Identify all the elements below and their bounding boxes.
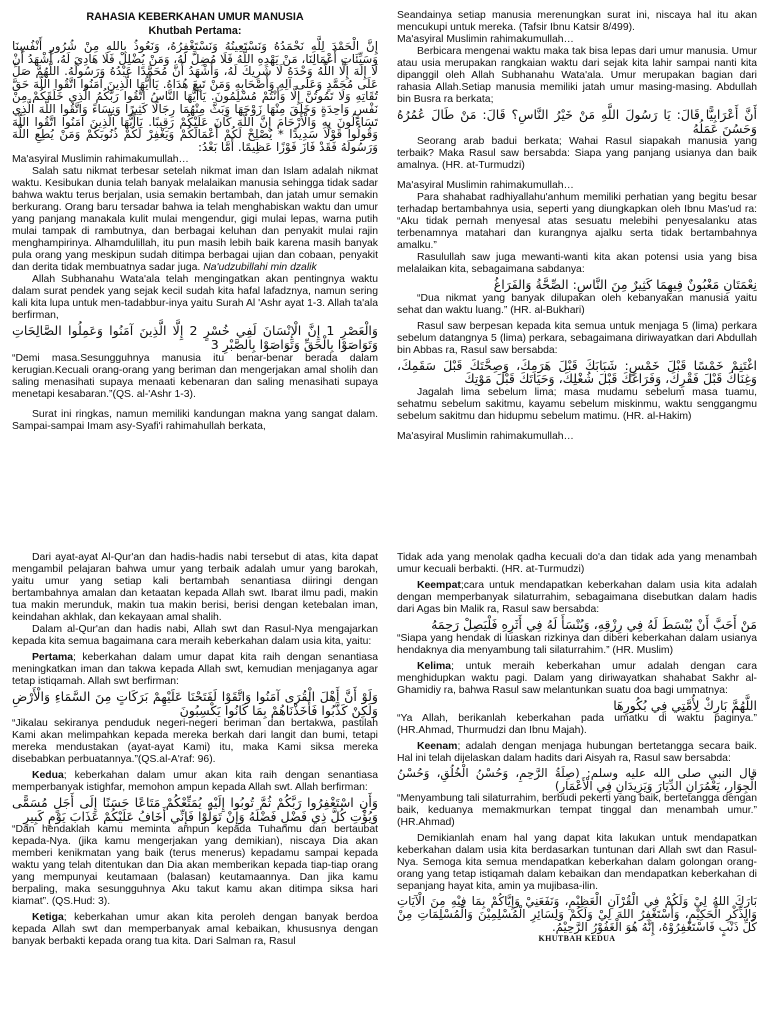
paragraph: “Demi masa.Sesungguhnya manusia itu benar-benar berada dalam kerugian.Kecuali orang-orang yang beriman dan mengerjakan amal sholih dan saling menasihati supaya menaati kebenaran dan saling menasihati supaya menetapi kesabaran.”(QS. al-'Ashr 1-3). [12, 352, 378, 400]
arabic-verse: اللَّهُمَّ بَارِكْ لِأُمَّتِي فِي بُكُورِهَا [613, 697, 757, 713]
paragraph: “Dan hendaklah kamu meminta ampun kepada Tuhanmu dan bertaubat kepada-Nya. (jika kamu mengerjakan yang demikian), niscaya Dia akan memberi kenikmatan yang baik (terus menerus) kepadamu sampai kepada waktu yang telah ditentukan dan Dia akan memberikan kepada tiap-tiap orang yang mempunyai keutamaan (balasan) keutamaannya. Dan jika kamu berpaling, maka sesungguhnya Aku takut kamu akan ditimpa siksa hari kiamat”. (QS.Hud: 3). [12, 824, 378, 908]
paragraph-text: ; adalah dengan menjaga hubungan bertetangga secara baik. Hal ini telah dijelaskan dalam hadits dari Aisyah ra, Rasul saw bersabda: [397, 741, 757, 765]
italic-phrase: Na'udzubillahi min dzalik [203, 262, 317, 274]
arabic-verse: وَلَوْ أَنَّ أَهْلَ الْقُرَى آمَنُوا وَاتَّقَوْا لَفَتَحْنَا عَلَيْهِمْ بَرَكَاتٍ مِنَ السَّمَاءِ وَالْأَرْضِ وَلَكِنْ كَذَّبُوا فَأَخَذْنَاهُمْ بِمَا كَانُوا يَكْسِبُونَ [12, 689, 378, 718]
paragraph: Ma'asyiral Muslimin rahimakumullah… [397, 430, 574, 442]
paragraph: Tidak ada yang menolak qadha kecuali do'a dan tidak ada yang menambah umur kecuali berbakti. (HR. at-Turmudzi) [397, 552, 757, 575]
paragraph [397, 741, 757, 765]
arabic-verse: مَنْ أَحَبَّ أَنْ يُبْسَطَ لَهُ فِي رِزْقِهِ، وَيُنْسَأَ لَهُ فِي أَثَرِهِ فَلْيَصِلْ رَحِمَهُ [431, 617, 757, 632]
paragraph: Ma'asyiral Muslimin rahimakumullah… [397, 34, 574, 45]
paragraph: “Jikalau sekiranya penduduk negeri-negeri beriman dan bertakwa, pastilah Kami akan melimpahkan kepada mereka berkah dari langit dan bumi, tetapi mereka mendustakan (ayat-ayat Kami) itu, maka Kami siksa mereka disebabkan perbuatannya.”(QS.al-A'raf: 96). [12, 718, 378, 766]
paragraph: Surat ini ringkas, namun memiliki kandungan makna yang sangat dalam. Sampai-sampai Imam asy-Syafi'i rahimahullah berkata, [12, 408, 378, 432]
paragraph: “Menyambung tali silaturrahim, berbudi pekerti yang baik, bertetangga dengan baik, keduanya memakmurkan tempat tinggal dan menambah umur.” (HR.Ahmad) [397, 793, 757, 829]
paragraph: Dalam al-Qur'an dan hadis nabi, Allah swt dan Rasul-Nya mengajarkan kepada kita semua bagaimana cara meraih keberkahan dalam usia kita, yaitu: [12, 624, 378, 647]
paragraph-text: ; keberkahan dalam umur akan kita raih dengan senantiasa memperbanyak istighfar, memohon ampun kepada Allah swt. Allah berfirman: [12, 770, 378, 794]
top-left-page [12, 10, 378, 508]
arabic-opening: إِنَّ الْحَمْدَ لِلَّهِ نَحْمَدُهُ وَنَسْتَعِينُهُ وَنَسْتَغْفِرُهُ، وَنَعُوذُ بِاللهِ مِنْ شُرُورِ أَنْفُسِنَا وَسَيِّئَاتِ أَعْمَالِنَا، مَنْ يَهْدِهِ اللَّهُ فَلَا مُضِلَّ لَهُ، وَمَنْ يُضْلِلْ فَلَا هَادِيَ لَهُ، أَشْهَدُ أَنْ لَا إِلَهَ إِلَّا اللَّهُ وَحْدَهُ لَا شَرِيكَ لَهُ، وَأَشْهَدُ أَنَّ مُحَمَّدًا عَبْدُهُ وَرَسُولُهُ. اللَّهُمَّ صَلِّ عَلَى مُحَمَّدٍ وَعَلَى آلِهِ وَأَصْحَابِهِ وَمَنْ تَبِعَ هُدَاهُ. يَاأَيُّهَا الَّذِينَ آمَنُوا اتَّقُوا اللَّهَ حَقَّ تُقَاتِهِ وَلَا تَمُوتُنَّ إِلَّا وَأَنْتُمْ مُسْلِمُونَ. يَاأَيُّهَا النَّاسُ اتَّقُوا رَبَّكُمُ الَّذِي خَلَقَكُمْ مِنْ نَفْسٍ وَاحِدَةٍ وَخَلَقَ مِنْهَا زَوْجَهَا وَبَثَّ مِنْهُمَا رِجَالًا كَثِيرًا وَنِسَاءً وَاتَّقُوا اللَّهَ الَّذِي تَسَاءَلُونَ بِهِ وَالْأَرْحَامَ إِنَّ اللَّهَ كَانَ عَلَيْكُمْ رَقِيبًا. يَاأَيُّهَا الَّذِينَ آمَنُوا اتَّقُوا اللَّهَ وَقُولُوا قَوْلًا سَدِيدًا * يُصْلِحْ لَكُمْ أَعْمَالَكُمْ وَيَغْفِرْ لَكُمْ ذُنُوبَكُمْ وَمَنْ يُطِعِ اللَّهَ وَرَسُولَهُ فَقَدْ فَازَ فَوْزًا عَظِيمًا. أَمَّا بَعْدُ: [12, 39, 378, 154]
document-subtitle: Khutbah Pertama: [148, 25, 242, 37]
arabic-verse: وَأَنِ اسْتَغْفِرُوا رَبَّكُمْ ثُمَّ تُوبُوا إِلَيْهِ يُمَتِّعْكُمْ مَتَاعًا حَسَنًا إِلَى أَجَلٍ مُسَمًّى وَيُؤْتِ كُلَّ ذِي فَضْلٍ فَضْلَهُ وَإِنْ تَوَلَّوْا فَإِنِّي أَخَافُ عَلَيْكُمْ عَذَابَ يَوْمٍ كَبِيرٍ [12, 795, 378, 824]
bottom-left-page [12, 552, 378, 1022]
point-label: Kedua [32, 770, 64, 782]
section-footer-label: KHUTBAH KEDUA [538, 934, 616, 944]
arabic-verse: اغْتَنِمْ خَمْسًا قَبْلَ خَمْسٍ: شَبَابَكَ قَبْلَ هَرَمِكَ، وَصِحَّتَكَ قَبْلَ سَقَمِكَ، وَغِنَاكَ قَبْلَ فَقْرِكَ، وَفَرَاغَكَ قَبْلَ شُغْلِكَ، وَحَيَاتَكَ قَبْلَ مَوْتِكَ [397, 357, 757, 387]
paragraph: “Dua nikmat yang banyak dilupakan oleh kebanyakan manusia yaitu sehat dan waktu luang.” (HR. al-Bukhari) [397, 292, 757, 316]
paragraph: Allah Subhanahu Wata'ala telah mengingatkan akan pentingnya waktu dalam surat pendek yang sejak kecil sudah kita hafal lafadznya, namun sering kali kita lupa untuk men-tadabbur-inya yaitu Surah Al 'Ashr ayat 1-3. Allah ta'ala berfirman, [12, 274, 378, 322]
paragraph: Para shahabat radhiyallahu'anhum memiliki perhatian yang begitu besar terhadap bertambahnya usia, seperti yang diungkapkan oleh Ibnu Mas'ud ra: “Aku tidak pernah menyesal atas sesuatu melebihi penyesalanku atas terbenamnya matahari dan kurangnya ajalku serta tidak bertambahnya amalku.” [397, 192, 757, 252]
paragraph: Demikianlah enam hal yang dapat kita lakukan untuk mendapatkan keberkahan dalam usia kita berdasarkan tuntunan dari Allah swt dan Rasul-Nya. Semoga kita semua mendapatkan keberkahan dalam golongan orang-orang yang tetap istiqamah dalam kebaikan dan mendapatkan keberkahan di sepanjang hayat kita, amin ya mujibasa-ilin. [397, 833, 757, 893]
paragraph [12, 652, 378, 688]
paragraph [397, 661, 757, 697]
bottom-right-page [397, 552, 757, 1022]
top-right-page [397, 10, 757, 508]
paragraph: Berbicara mengenai waktu maka tak bisa lepas dari umur manusia. Umur atau usia merupakan rangkaian waktu dari sejak kita lahir sampai nanti kita dipanggil oleh Allah Subhanahu Wata'ala. Umur merupakan bagian dari rahasia Allah.Setiap manusia memiliki jatah umur masing-masing. Abdullah bin Busra ra berkata; [397, 46, 757, 105]
arabic-verse: نِعْمَتَانِ مَغْبُونٌ فِيهِمَا كَثِيرٌ مِنَ النَّاسِ: الصِّحَّةُ وَالفَرَاغُ [493, 277, 757, 293]
paragraph [12, 770, 378, 794]
point-label: Kelima [417, 660, 452, 672]
paragraph: Ma'asyiral Muslimin rahimakumullah… [12, 154, 189, 166]
paragraph [12, 166, 378, 274]
paragraph: “Ya Allah, berikanlah keberkahan pada umatku di waktu paginya.” (HR.Ahmad, Thurmudzi dan Ibnu Majah). [397, 713, 757, 737]
point-label: Ketiga [32, 912, 64, 924]
paragraph [397, 580, 757, 616]
paragraph: Seandainya setiap manusia merenungkan surat ini, niscaya hal itu akan mencukupi untuk mereka. (Tafsir Ibnu Katsir 8/499). [397, 10, 757, 33]
paragraph-text: ; untuk meraih keberkahan umur adalah dengan cara menghidupkan waktu pagi. Dalam yang diriwayatkan shahabat Sakhr al-Ghamidiy ra, bahwa Rasul saw melantunkan suatu doa bagi ummatnya: [397, 660, 757, 696]
paragraph: Rasulullah saw juga mewanti-wanti kita akan potensi usia yang bisa melalaikan kita, sebagaimana sabdanya: [397, 252, 757, 276]
arabic-closing-prayer: بَارَكَ اللهُ لِيْ وَلَكُمْ فِي الْقُرْآنِ الْعَظِيْمِ، وَنَفَعَنِيْ وَإِيَّاكُمْ بِمَا فِيْهِ مِنَ الْآيَاتِ وَالذِّكْرِ الْحَكِيْمِ، وَأَسْتَغْفِرُ اللهَ لِيْ وَلَكُمْ وَلِسَائِرِ الْمُسْلِمِيْنَ وَالْمُسْلِمَاتِ مِنْ كُلِّ ذَنْبٍ فَاسْتَغْفِرُوْهُ، إِنَّهُ هُوَ الْغَفُوْرُ الرَّحِيْمُ. [397, 894, 757, 934]
paragraph-text: ; keberkahan umur akan kita peroleh dengan banyak berdoa kepada Allah swt dan memperbanyak amal kebaikan, khususnya dengan banyak berbakti kepada orang tua kita. Dari Salman ra, Rasul [12, 912, 378, 948]
arabic-verse: أَنَّ أَعْرَابِيًّا قَالَ: يَا رَسُولَ اللَّهِ مَنْ خَيْرُ النَّاسِ؟ قَالَ: مَنْ طَالَ عُمُرُهُ وَحَسُنَ عَمَلُهُ [397, 107, 757, 136]
paragraph: Seorang arab badui berkata; Wahai Rasul siapakah manusia yang terbaik? Maka Rasul saw bersabda: Siapa yang panjang usianya dan baik amalnya. (HR. at-Turmudzi) [397, 136, 757, 172]
paragraph-text: ; keberkahan dalam umur dapat kita raih dengan senantiasa meningkatkan iman dan takwa kepada Allah swt, kemudian menjaganya agar tetap istiqamah. Allah swt berfirman: [12, 652, 378, 687]
arabic-verse: قال النبي صلى الله عليه وسلم: (صِلَةُ الرَّحِمِ، وَحُسْنُ الْخُلُقِ، وَحُسْنُ الْجِوَارِ، يَعْمُرَانِ الدِّيَارَ وَيَزِيدَانِ فِي الْأَعْمَارِ) [397, 766, 757, 793]
paragraph: Rasul saw berpesan kepada kita semua untuk menjaga 5 (lima) perkara sebelum datangnya 5 (lima) perkara, sebagaimana diriwayatkan dari Abdullah bin Abbas ra, Rasul saw bersabda: [397, 320, 757, 356]
paragraph [12, 912, 378, 948]
point-label: Keenam [417, 741, 458, 753]
paragraph-text: ;cara untuk mendapatkan keberkahan dalam usia kita adalah dengan memperbanyak silaturrahim, sebagaimana disebutkan dalam hadis dari Agas bin Malik ra, Rasul saw bersabda: [397, 580, 757, 615]
document-title: RAHASIA KEBERKAHAN UMUR MANUSIA [86, 11, 304, 23]
paragraph: Jagalah lima sebelum lima; masa mudamu sebelum masa tuamu, sehatmu sebelum sakitmu, kayamu sebelum miskinmu, waktu senggangmu sebelum sakitmu dan hidupmu sebelum matimu. (HR. al-Hakim) [397, 386, 757, 422]
paragraph-text: Salah satu nikmat terbesar setelah nikmat iman dan Islam adalah nikmat waktu. Kesibukan dunia telah banyak melalaikan manusia sehingga tidak sadar bahwa waktu terus berjalan, usia semakin bertambah, dan jatah umur semakin berkurang. Orang baru tersadar bahwa ia telah menghabiskan waktu dan umur yang panjang manakala kulit mulai mengendur, gigi mulai lepas, warna putih mulai tampak di rambutnya, dan berbagai keluhan dan penyakit mulai rajin menghampirinya. Alhamdulillah, itu pun masih lebih baik karena masih banyak pula orang yang meskipun sudah ditimpa berbagai ujian dan cobaan, penyakit dan derita tidak membuatnya sadar juga. [12, 166, 378, 274]
arabic-verse: وَالْعَصْرِ 1 إِنَّ الْإِنْسَانَ لَفِي خُسْرٍ 2 إِلَّا الَّذِينَ آمَنُوا وَعَمِلُوا الصَّالِحَاتِ وَتَوَاصَوْا بِالْحَقِّ وَتَوَاصَوْا بِالصَّبْرِ 3 [12, 323, 378, 352]
point-label: Pertama [32, 652, 74, 663]
point-label: Keempat [417, 580, 461, 591]
paragraph: Dari ayat-ayat Al-Qur'an dan hadis-hadis nabi tersebut di atas, kita dapat mengambil pelajaran bahwa umur yang terbaik adalah umur yang barokah, yaitu umur yang setiap kali bertambah senantiasa diiringi dengan bertambahnya amalan dan ketaatan kepada Allah swt. Ibarat ilmu padi, makin tua makin merunduk, makin tua makin berisi, berisi dengan ketebalan iman, keindahan akhlak, dan kekayaan amal shalih. [12, 552, 378, 623]
paragraph: “Siapa yang hendak di luaskan rizkinya dan diberi keberkahan dalam usianya hendaknya dia menyambung tali silaturrahim.” (HR. Muslim) [397, 632, 757, 656]
paragraph: Ma'asyiral Muslimin rahimakumullah… [397, 180, 574, 192]
